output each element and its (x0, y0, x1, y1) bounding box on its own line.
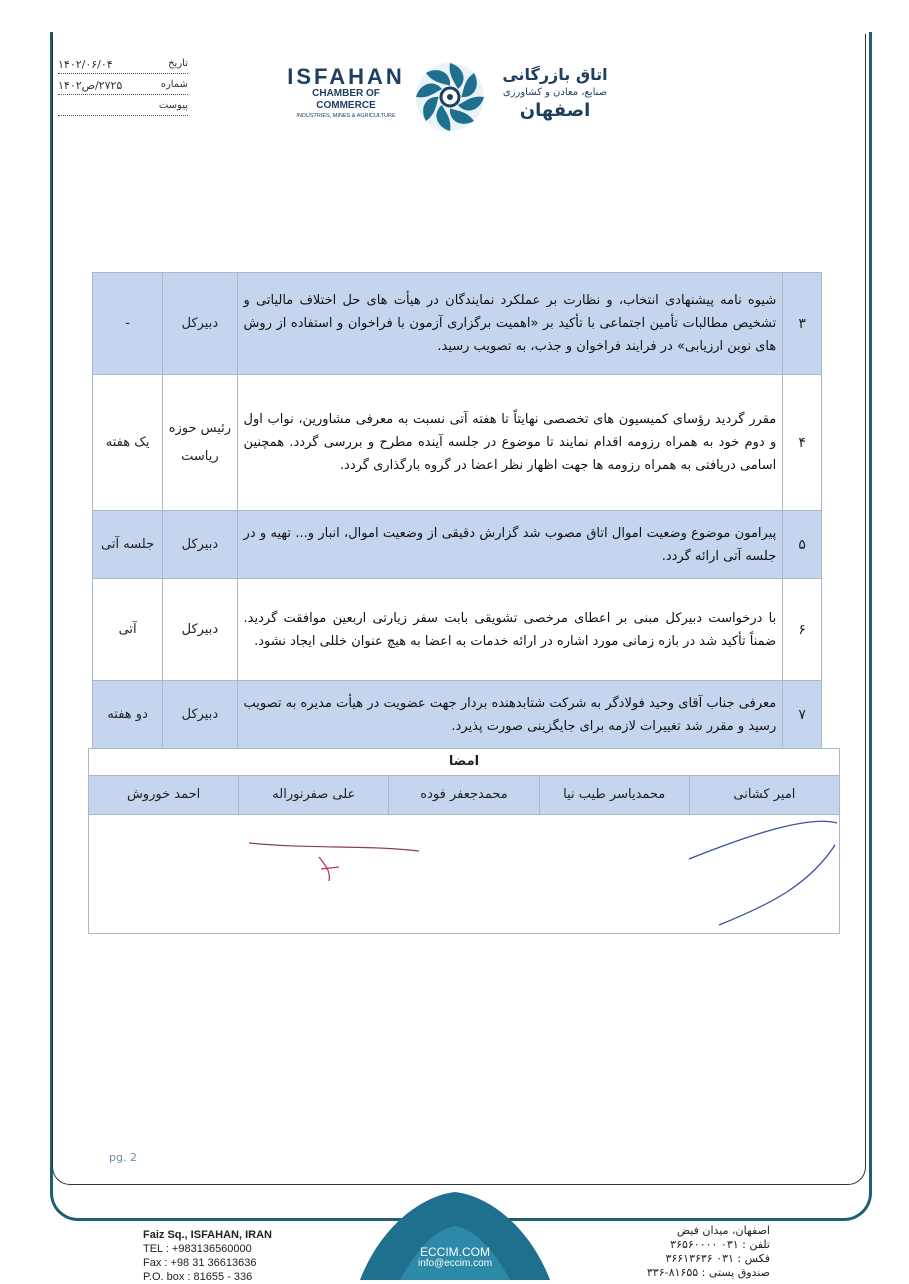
logo-en-line3: INDUSTRIES, MINES & AGRICULTURE (296, 113, 396, 119)
row-number: ۳ (783, 273, 822, 375)
footer-en-address: Faiz Sq., ISFAHAN, IRAN (143, 1229, 272, 1241)
row-responsible: دبیرکل (163, 579, 237, 681)
number-label: شماره (160, 79, 188, 90)
signature-title: امضا (89, 749, 839, 776)
row-description: مقرر گردید رؤسای کمیسیون های تخصصی نهایتاً تا هفته آتی نسبت به معرفی مشاورین، نواب اول و دوم خود به همراه رزومه اقدام نمایند تا موضوع در جلسه آینده مطرح و بررسی گردد. همچنین اسامی دریافتی به همراه رزومه ها جهت اظهار نظر اعضا در گروه بارگذاری گردد. (237, 375, 783, 511)
attachment-line (58, 100, 188, 116)
row-due: - (93, 273, 163, 375)
footer-en-tel: TEL : +983136560000 (143, 1243, 252, 1255)
letter-meta (58, 58, 188, 121)
chamber-logo-icon (410, 57, 490, 137)
footer-email[interactable]: info@eccim.com (417, 1258, 493, 1269)
row-description: شیوه نامه پیشنهادی انتخاب، و نظارت بر عملکرد نمایندگان در هیأت های حل اختلاف مالیاتی و تشخیص مطالبات تأمین اجتماعی با تأکید بر «اهمیت برگزاری آزمون با فراخوان و استفاده از روش های نوین ارزیابی» در فرایند فراخوان و جذب، به تصویب رسید. (237, 273, 783, 375)
footer-fa-tel: تلفن : ۰۳۱ ۳۶۵۶۰۰۰۰ (670, 1238, 770, 1251)
handwritten-signatures-icon (89, 815, 839, 933)
row-responsible: دبیرکل (163, 681, 237, 749)
footer-en-pobox: P.O. box : 81655 - 336 (143, 1271, 253, 1283)
date-label: تاریخ (168, 58, 188, 69)
row-number: ۴ (783, 375, 822, 511)
row-due: جلسه آتی (93, 511, 163, 579)
signatory-name: احمد خوروش (126, 787, 201, 802)
footer-fa-pobox: صندوق پستی : ۸۱۶۵۵-۳۳۶ (646, 1266, 770, 1279)
signature-block (88, 748, 840, 934)
footer-fa-fax: فکس : ۰۳۱ ۳۶۶۱۳۶۳۶ (665, 1252, 770, 1265)
signatory-name: علی صفرنوراله (238, 776, 388, 814)
signatory-name: محمدجعفر فوده (388, 776, 538, 814)
logo-fa-line1: اتاق بازرگانی (502, 65, 608, 84)
table-row (93, 681, 822, 749)
row-description: معرفی جناب آقای وحید فولادگر به شرکت شتابدهنده بردار جهت عضویت در هیأت مدیره به تصویب رسید و مقرر شد تغییرات لازمه برای جایگزینی صورت پذیرد. (237, 681, 783, 749)
logo-fa-line3: اصفهان (519, 100, 591, 121)
logo-english (282, 66, 410, 121)
row-number: ۶ (783, 579, 822, 681)
footer-en-fax: Fax : +98 31 36613636 (143, 1257, 257, 1269)
minutes-table (92, 272, 822, 749)
logo-en-line1: ISFAHAN (287, 64, 405, 89)
row-responsible: دبیرکل (163, 273, 237, 375)
row-due: یک هفته (93, 375, 163, 511)
number-value: ۲۷۲۵/ص۱۴۰۲ (58, 79, 123, 92)
footer-web (400, 1246, 510, 1269)
footer-website[interactable]: ECCIM.COM (420, 1245, 490, 1259)
footer-english-contact (143, 1228, 272, 1284)
table-row (93, 579, 822, 681)
attachment-label: پیوست (158, 100, 188, 111)
footer-fa-address: اصفهان، میدان فیض (676, 1224, 770, 1237)
table-row (93, 273, 822, 375)
signatory-name: محمدیاسر طیب نیا (539, 776, 689, 814)
row-due: دو هفته (93, 681, 163, 749)
row-responsible: رئیس حوزه ریاست (163, 375, 237, 511)
signature-names-row (89, 776, 839, 815)
row-responsible: دبیرکل (163, 511, 237, 579)
table-row (93, 511, 822, 579)
footer-persian-contact (630, 1224, 770, 1280)
table-row (93, 375, 822, 511)
row-number: ۵ (783, 511, 822, 579)
logo-en-line2: CHAMBER OF COMMERCE (312, 88, 380, 111)
number-line (58, 79, 188, 95)
logo-fa-line2: صنایع، معادن و کشاورزی (502, 87, 608, 98)
row-description: پیرامون موضوع وضعیت اموال اتاق مصوب شد گزارش دقیقی از وضعیت اموال، انبار و... تهیه و در جلسه آتی ارائه گردد. (237, 511, 783, 579)
row-number: ۷ (783, 681, 822, 749)
logo-persian (490, 64, 620, 123)
row-description: با درخواست دبیرکل مبنی بر اعطای مرخصی تشویقی بابت سفر زیارتی اربعین موافقت گردید. ضمناً تأکید شد در بازه زمانی مورد اشاره در ارائه خدمات به اعضا به هیچ عنوان خللی ایجاد نشود. (237, 579, 783, 681)
date-value: ۱۴۰۲/۰۶/۰۴ (58, 58, 113, 71)
date-line (58, 58, 188, 74)
signatory-name: امیر کشانی (689, 776, 839, 814)
row-due: آتی (93, 579, 163, 681)
page-number: pg. 2 (109, 1151, 137, 1164)
